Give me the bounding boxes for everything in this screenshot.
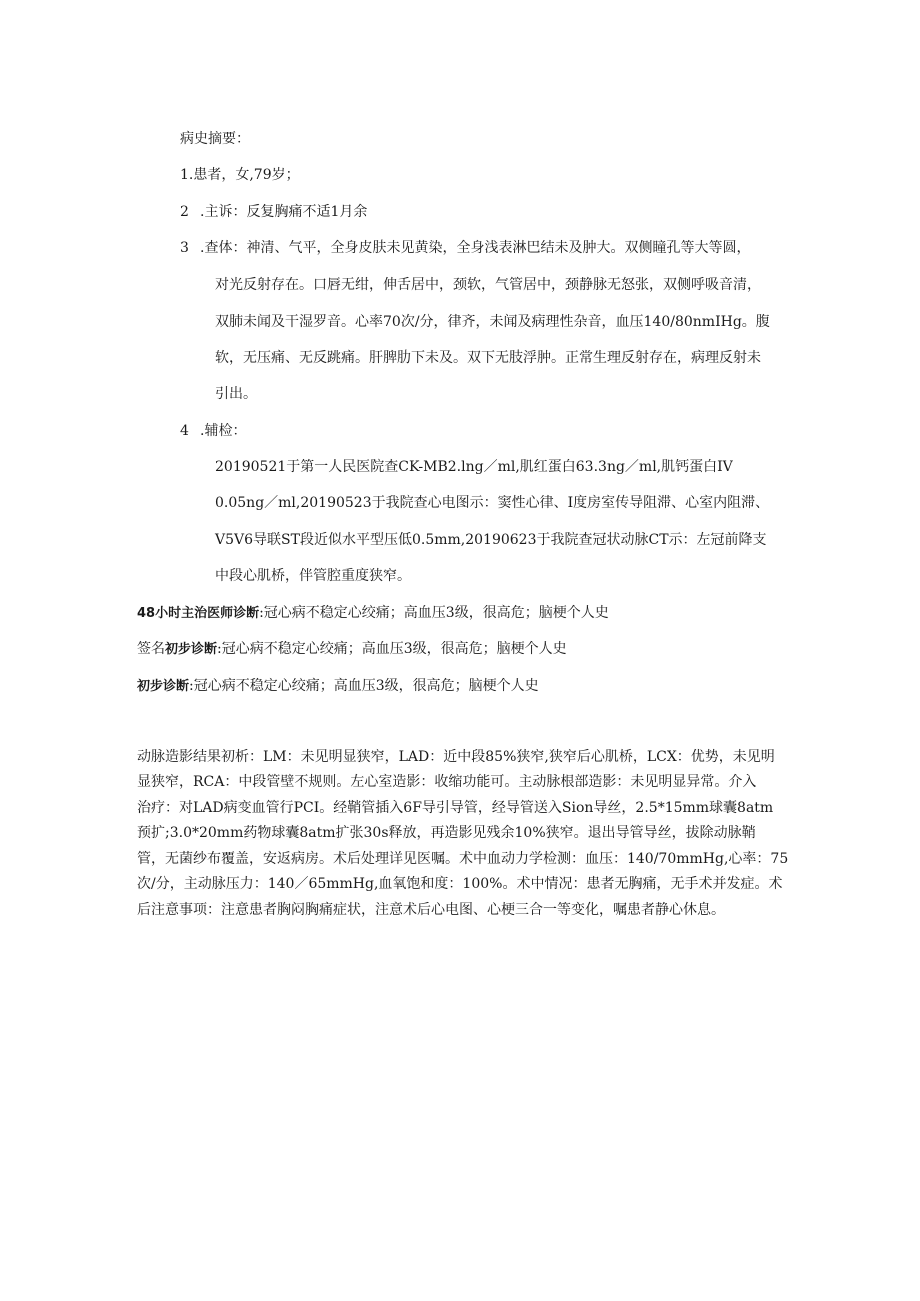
item-2-number: 2 <box>180 204 189 220</box>
diagnosis-label: 初步诊断 <box>137 679 190 694</box>
item-3-line: 引出。 <box>215 386 257 402</box>
item-3-number: 3 <box>180 240 189 256</box>
diagnosis-initial <box>137 677 539 696</box>
item-3-line: 软，无压痛、无反跳痛。肝脾肋下未及。双下无肢浮肿。正常生理反射存在，病理反射未 <box>215 350 761 366</box>
diagnosis-label: 初步诊断 <box>165 642 218 657</box>
summary-heading: 病史摘要： <box>180 131 250 147</box>
item-2-text: .主诉：反复胸痛不适1月余 <box>200 204 368 220</box>
angio-line: 管，无菌纱布覆盖，安返病房。术后处理详见医嘱。术中血动力学检测：血压：140/70mmHg,心率：75 <box>137 851 789 867</box>
item-4 <box>180 422 246 440</box>
diagnosis-48h <box>137 604 609 623</box>
item-4-line: 中段心肌桥，伴管腔重度狭窄。 <box>215 568 411 584</box>
angio-line: 治疗：对LAD病变血管行PCI。经鞘管插入6F导引导管，经导管送入Sion导丝，2.5*15mm球囊8atm <box>137 800 774 816</box>
angio-line: 显狭窄，RCA：中段管壁不规则。左心室造影：收缩功能可。主动脉根部造影：未见明显异常。介入 <box>137 774 757 790</box>
item-3-line: 双肺未闻及干湿罗音。心率70次/分，律齐，未闻及病理性杂音，血压140/80nmIHg。腹 <box>215 314 770 330</box>
diagnosis-label: 48小时主治医师诊断 <box>137 606 260 621</box>
item-4-line: V5V6导联ST段近似水平型压低0.5mm,20190623于我院查冠状动脉CT示：左冠前降支 <box>215 532 767 548</box>
angio-line: 后注意事项：注意患者胸闷胸痛症状，注意术后心电图、心梗三合一等变化，嘱患者静心休息。 <box>137 902 725 918</box>
item-3 <box>180 239 750 257</box>
item-4-number: 4 <box>180 423 189 439</box>
item-3-line: 对光反射存在。口唇无绀，伸舌居中，颈软，气管居中，颈静脉无怒张，双侧呼吸音清， <box>215 277 761 293</box>
diagnosis-text: :冠心病不稳定心绞痛；高血压3级，很高危；脑梗个人史 <box>217 641 567 657</box>
diagnosis-sign-label: 签名 <box>137 641 165 657</box>
item-4-line: 0.05ng／ml,20190523于我院查心电图示：窦性心律、I度房室传导阻滞、心室内阻滞、 <box>215 495 770 511</box>
angio-line: 预扩;3.0*20mm药物球囊8atm扩张30s释放，再造影见残余10%狭窄。退出导管导丝，拔除动脉鞘 <box>137 825 756 841</box>
item-4-text: .辅检： <box>200 423 247 439</box>
angio-line: 次/分，主动脉压力：140／65mmHg,血氧饱和度：100%。术中情况：患者无胸痛，无手术并发症。术 <box>137 876 783 892</box>
diagnosis-signed-initial <box>137 640 567 659</box>
item-1: 1.患者，女,79岁； <box>180 167 300 183</box>
item-4-line: 20190521于第一人民医院查CK-MB2.lng／ml,肌红蛋白63.3ng／ml,肌钙蛋白IV <box>215 459 733 475</box>
item-3-text: .查体：神清、气平，全身皮肤未见黄染，全身浅表淋巴结未及肿大。双侧瞳孔等大等圆， <box>200 240 751 256</box>
angio-line: 动脉造影结果初析：LM：未见明显狭窄，LAD：近中段85%狭窄,狭窄后心肌桥，LCX：优势，未见明 <box>137 749 775 765</box>
diagnosis-text: :冠心病不稳定心绞痛；高血压3级，很高危；脑梗个人史 <box>259 605 609 621</box>
diagnosis-text: :冠心病不稳定心绞痛；高血压3级，很高危；脑梗个人史 <box>189 678 539 694</box>
item-2 <box>180 203 367 221</box>
